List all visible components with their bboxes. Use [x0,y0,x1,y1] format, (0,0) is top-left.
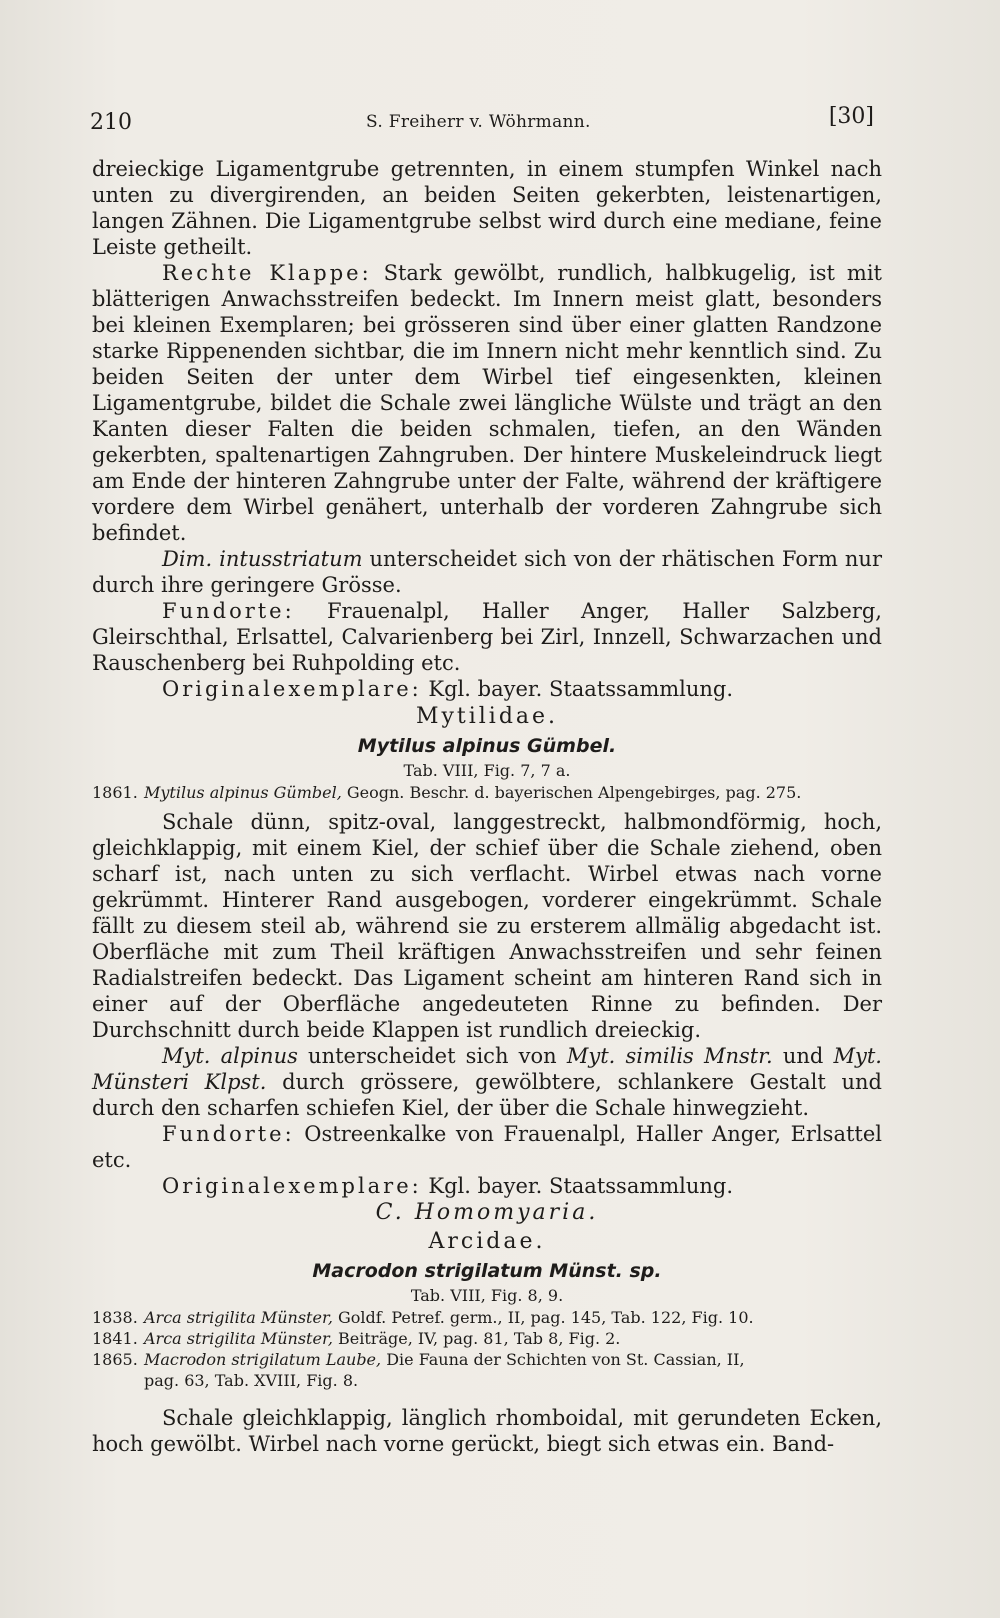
paragraph-localities [92,1121,882,1173]
paragraph-heading: Originalexemplare: [162,1174,422,1198]
ref-year: 1865. [92,1350,138,1369]
running-title: S. Freiherr v. Wöhrmann. [366,112,591,132]
text-line: zu divergirenden, an beiden Seiten gekerbten, leistenartigen, langen Zähnen. [92,183,882,233]
ref-source: Die Fauna der Schichten von St. Cassian, II, [386,1350,745,1369]
paragraph-text: durch grössere, gewölbtere, schlankere Gestalt und durch den scharfen schiefen Kiel, der über die Schale hinwegzieht. [92,1070,882,1120]
paragraph-text: unterscheidet sich von der rhätischen Form nur durch ihre geringere Grösse. [92,547,882,597]
paragraph-text: und [782,1044,824,1068]
spacer [92,1391,882,1405]
ref-year: 1838. [92,1308,138,1327]
ref-source: Geogn. Beschr. d. bayerischen Alpengebirges, pag. 275. [346,783,802,802]
page-number: 210 [90,110,132,135]
family-heading: Mytilidae. [415,704,559,729]
page-header [88,104,880,140]
synonymy-continuation: pag. 63, Tab. XVIII, Fig. 8. [144,1371,359,1390]
sheet-mark: [30] [828,104,874,129]
paragraph-right-valve [92,260,882,546]
paragraph-comparison [92,546,882,598]
ref-year: 1861. [92,783,138,802]
plate-reference: Tab. VIII, Fig. 8, 9. [410,1286,564,1305]
paragraph-comparison [92,1043,882,1121]
species-heading: Mytilus alpinus Gümbel. [357,735,617,757]
paragraph-heading: Fundorte: [162,1122,295,1146]
ref-taxon: Macrodon strigilatum Laube, [144,1350,382,1369]
text-line: Die Ligamentgrube selbst wird durch eine mediane, feine Leiste getheilt. [92,209,882,259]
plate-reference: Tab. VIII, Fig. 7, 7 a. [403,761,571,780]
ref-taxon: Arca strigilita Münster, [144,1308,333,1327]
ref-taxon: Arca strigilita Münster, [144,1329,333,1348]
paragraph-specimens [92,1173,882,1199]
ref-taxon: Mytilus alpinus Gümbel, [144,783,342,802]
italic-term: Myt. similis Mnstr. [566,1044,773,1068]
italic-term: intusstriatum [219,547,363,571]
paragraph-heading: Rechte Klappe: [162,261,372,285]
paragraph-heading: Fundorte: [162,599,295,623]
paragraph-text: Ostreenkalke von Frauenalpl, Haller Anger, Erlsattel etc. [92,1122,882,1172]
italic-term: Dim. [162,547,213,571]
synonymy-entry [92,1328,882,1349]
paragraph-text: Kgl. bayer. Staatssammlung. [428,677,734,701]
italic-term: Myt. alpinus [162,1044,298,1068]
paragraph-text: Stark gewölbt, rundlich, halbkugelig, ist mit blätterigen Anwachsstreifen bedeckt. Im Innern meist glatt, besonders bei kleinen Exemplaren; bei grösseren sind über einer glatten Randzone starke Rippenenden sichtbar, die im Innern nicht mehr kenntlich sind. Zu beiden Seiten der unter dem Wirbel tief eingesenkten, kleinen Ligamentgrube, bildet die Schale zwei längliche Wülste und trägt an den Kanten dieser Falten die beiden schmalen, tiefen, an den Wänden gekerbten, spaltenartigen Zahngruben. Der hintere Muskeleindruck liegt am Ende der hinteren Zahngrube unter der Falte, während der kräftigere vordere dem Wirbel genähert, unterhalb der vorderen Zahngrube sich befindet. [92,261,882,545]
paragraph-description: Schale gleichklappig, länglich rhomboidal, mit gerundeten Ecken, hoch gewölbt. Wirbel nach vorne gerückt, biegt sich etwas ein. Band- [92,1406,882,1456]
paragraph-text: unterscheidet sich von [308,1044,557,1068]
paragraph-text: Frauenalpl, Haller Anger, Haller Salzberg, Gleirschthal, Erlsattel, Calvarienberg bei Zirl, Innzell, Schwarzachen und Rauschenberg bei Ruhpolding etc. [92,599,882,675]
paragraph-text: Kgl. bayer. Staatssammlung. [428,1174,734,1198]
paragraph-localities [92,598,882,676]
family-heading: Arcidae. [428,1229,546,1254]
synonymy-entry [92,1307,882,1328]
paragraph-specimens [92,676,882,702]
paragraph-heading: Originalexemplare: [162,677,422,701]
synonymy-entry [92,1349,882,1370]
species-heading: Macrodon strigilatum Münst. sp. [312,1260,662,1282]
paragraph-continuation [92,156,882,260]
text-line: dreieckige Ligamentgrube getrennten, in einem stumpfen Winkel nach unten [92,157,882,207]
section-heading: C. Homomyaria. [375,1200,599,1225]
ref-source: Goldf. Petref. germ., II, pag. 145, Tab. 122, Fig. 10. [338,1308,754,1327]
ref-source: Beiträge, IV, pag. 81, Tab 8, Fig. 2. [338,1329,621,1348]
synonymy-entry [92,782,882,803]
page-body [92,156,882,1457]
italic-term: Myt. Münsteri Klpst. [92,1044,882,1094]
ref-year: 1841. [92,1329,138,1348]
paragraph-description: Schale dünn, spitz-oval, langgestreckt, halbmondförmig, hoch, gleichklappig, mit einem Kiel, der schief über die Schale ziehend, oben scharf ist, nach unten zu sich verflacht. Wirbel etwas nach vorne gekrümmt. Hinterer Rand ausgebogen, vorderer eingekrümmt. Schale fällt zu diesem steil ab, während sie zu ersterem allmälig abgedacht ist. Oberfläche mit zum Theil kräftigen Anwachsstreifen und sehr feinen Radialstreifen bedeckt. Das Ligament scheint am hinteren Rand sich in einer auf der Oberfläche angedeuteten Rinne zu befinden. Der Durchschnitt durch beide Klappen ist rundlich dreieckig. [92,810,882,1042]
